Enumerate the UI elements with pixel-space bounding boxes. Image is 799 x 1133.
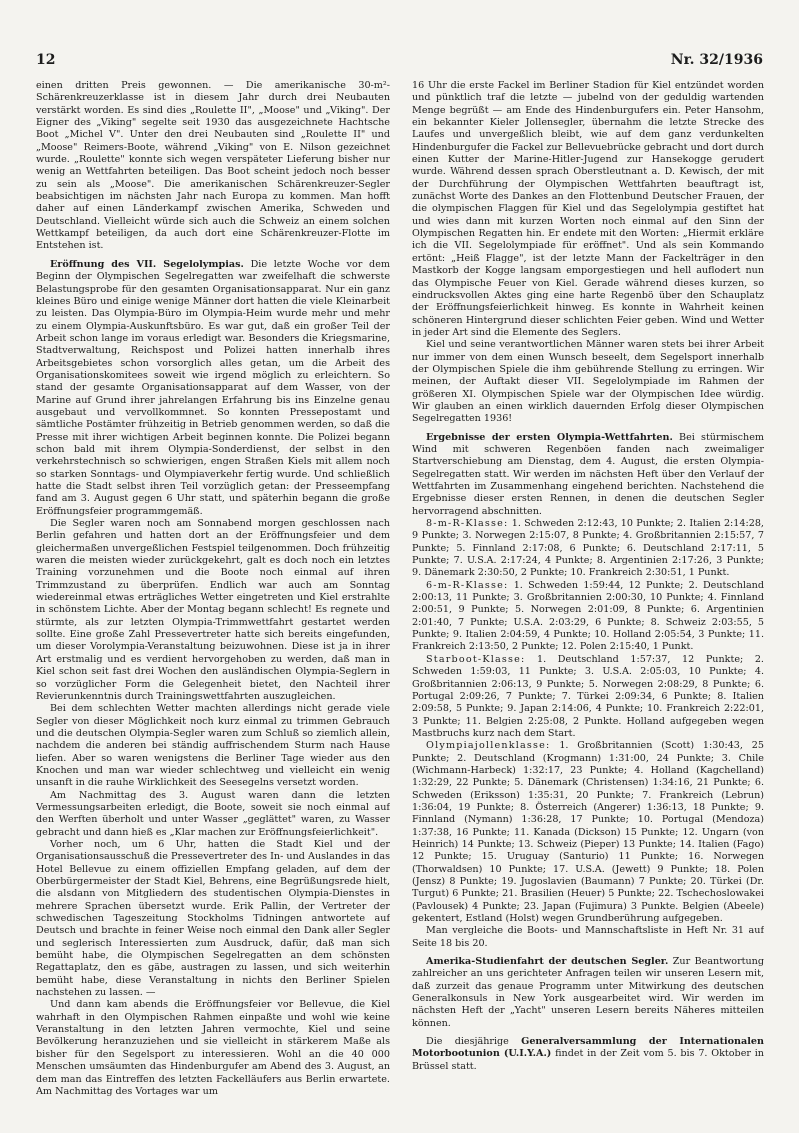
class-name: Starboot-Klasse: bbox=[426, 653, 526, 665]
result-8m bbox=[412, 518, 764, 580]
result-text: 1. Deutschland 1:57:37, 12 Punkte; 2. Schweden 1:59:03, 11 Punkte; 3. U.S.A. 2:05:03, 10 Punkte; 4. Großbritannien 2:06:13, 9 Punkte; 5. Norwegen 2:08:29, 8 Punkte; 6. Portugal 2:09:26, 7 Punkte; 7. Türkei 2:09:34, 6 Punkte; 8. Italien 2:09:58, 5 Punkte; 9. Japan 2:14:06, 4 Punkte; 10. Frankreich 2:22:01, 3 Punkte; 11. Belgien 2:25:08, 2 Punkte. Holland aufgegeben wegen Mastbruchs kurz nach dem Start. bbox=[412, 653, 764, 739]
page-header bbox=[36, 52, 763, 72]
issue-number: Nr. 32/1936 bbox=[670, 52, 763, 68]
section-heading: Ergebnisse der ersten Olympia-Wettfahrten. bbox=[426, 431, 673, 443]
paragraph: Vorher noch, um 6 Uhr, hatten die Stadt Kiel und der Organisationsausschuß die Pressevertreter des In- und Auslandes in das Hotel Bellevue zu einem offiziellen Empfang geladen, auf dem der Oberbürgermeister der Stadt Kiel, Behrens, eine Begrüßungsrede hielt, die alsdann von Mitgliedern des studentischen Olympia-Dienstes in mehrere Sprachen übersetzt wurde. Erik Pallin, der Vertreter der schwedischen Tageszeitung Stockholms Tidningen antwortete auf Deutsch und brachte in feiner Weise noch einmal den Dank aller Segler und seglerisch Interessierten zum Ausdruck, dafür, daß man sich bemüht habe, die Olympischen Segelregatten an dem schönsten Regattaplatz, den es gäbe, austragen zu lassen, und sich weiterhin bemüht habe, diese Veranstaltung in nichts den Berliner Spielen nachstehen zu lassen. — bbox=[36, 838, 390, 999]
paragraph bbox=[412, 1036, 764, 1073]
class-name: Olympiajollenklasse: bbox=[426, 740, 551, 752]
paragraph: 16 Uhr die erste Fackel im Berliner Stadion für Kiel entzündet worden und pünktlich traf die letzte — jubelnd von der geduldig wartenden Menge begrüßt — am Ende des Hindenburgufers ein. Peter Hansohm, ein bekannter Kieler Jollensegler, übernahm die letzte Strecke des Laufes und unvergeßlich bleibt, wie auf dem ganz verdunkelten Hindenburgufer die Fackel zur Bellevuebrücke gebracht und dort durch einen Kutter der Marine-Hitler-Jugend zur Hansekogge gerudert wurde. Während dessen sprach Oberstleutnant a. D. Kewisch, der mit der Durchführung der Olympischen Wettfahrten beauftragt ist, zunächst Worte des Dankes an den Flottenbund Deutscher Frauen, der die olympischen Flaggen für Kiel und das Segelolympia gestiftet hat und wies dann mit kurzen Worten noch einmal auf den Sinn der Olympischen Regatten hin. Er endete mit den Worten: „Hiermit erkläre ich die VII. Segelolympiade für eröffnet". Und als sein Kommando ertönt: „Heiß Flagge", ist der letzte Mann der Fackelträger in den Mastkorb der Kogge langsam emporgestiegen und hell auflodert nun das Olympische Feuer von Kiel. Gerade während dieses kurzen, so eindrucksvollen Aktes ging eine harte Regenbö über den Schauplatz der Eröffnungsfeierlichkeit hinweg. Es konnte in Wahrheit keinen schöneren Hintergrund dieser schlichten Feier geben. Wind und Wetter in jeder Art sind die Elemente des Seglers. bbox=[412, 80, 764, 338]
section-heading: Generalversammlung der Internationalen Motorbootunion (U.I.Y.A.) bbox=[412, 1036, 764, 1060]
paragraph: einen dritten Preis gewonnen. — Die amerikanische 30-m²-Schärenkreuzerklasse ist in diesem Jahr durch drei Neubauten verstärkt worden. Es sind dies „Roulette II", „Moose" und „Viking". Der Eigner des „Viking" segelte seit 1930 das ausgezeichnete Hachtsche Boot „Michel V". Unter den drei Neubauten sind „Roulette II" und „Moose" Reimers-Boote, während „Viking" von E. Nilson gezeichnet wurde. „Roulette" konnte sich wegen verspäteter Lieferung bisher nur wenig an Wettfahrten beteiligen. Das Boot scheint jedoch noch besser zu sein als „Moose". Die amerikanischen Schärenkreuzer-Segler beabsichtigen im nächsten Jahr nach Europa zu kommen. Man hofft daher auf einen Länderkampf zwischen Amerika, Schweden und Deutschland. Vielleicht würde sich auch die Schweiz an einem solchen Wettkampf beteiligen, da auch dort eine Schärenkreuzer-Flotte im Entstehen ist. bbox=[36, 80, 390, 252]
paragraph: Man vergleiche die Boots- und Mannschaftsliste in Heft Nr. 31 auf Seite 18 bis 20. bbox=[412, 925, 764, 949]
class-name: 6-m-R-Klasse: bbox=[426, 579, 509, 591]
paragraph-text: Die diesjährige bbox=[426, 1036, 509, 1048]
paragraph: Und dann kam abends die Eröffnungsfeier vor Bellevue, die Kiel wahrhaft in den Olympischen Rahmen einpaßte und wohl wie keine Veranstaltung in den letzten Jahren vermochte, Kiel und seine Bevölkerung heranzuziehen und sie vielleicht in stärkerem Maße als bisher für den Segelsport zu interessieren. Wohl an die 40 000 Menschen umsäumten das Hindenburgufer am Abend des 3. August, an dem man das Eintreffen des letzten Fackelläufers aus Berlin erwartete. Am Nachmittag des Vortages war um bbox=[36, 999, 390, 1097]
section-heading: Amerika-Studienfahrt der deutschen Segler. bbox=[426, 956, 669, 968]
page-number: 12 bbox=[36, 52, 56, 68]
paragraph bbox=[412, 956, 764, 1030]
right-column bbox=[412, 80, 764, 1110]
paragraph-text: findet in der Zeit vom 5. bis 7. Oktober in Brüssel statt. bbox=[412, 1048, 764, 1072]
result-text: 1. Schweden 1:59:44, 12 Punkte; 2. Deutschland 2:00:13, 11 Punkte; 3. Großbritannien 2:00:30, 10 Punkte; 4. Finnland 2:00:51, 9 Punkte; 5. Norwegen 2:01:09, 8 Punkte; 6. Argentinien 2:01:40, 7 Punkte; U.S.A. 2:03:29, 6 Punkte; 8. Schweiz 2:03:55, 5 Punkte; 9. Italien 2:04:59, 4 Punkte; 10. Holland 2:05:54, 3 Punkte; 11. Frankreich 2:13:50, 2 Punkte; 12. Polen 2:15:40, 1 Punkt. bbox=[412, 579, 764, 653]
paragraph-text: Die letzte Woche vor dem Beginn der Olympischen Segelregatten war zweifelhaft die schwerste Belastungsprobe für den gesamten Organisationsapparat. Nur ein ganz kleines Büro und einige wenige Männer dort hatten die viele Kleinarbeit zu leisten. Das Olympia-Büro im Olympia-Heim wurde mehr und mehr zu einem Olympia-Auskunftsbüro. Es war gut, daß ein großer Teil der Arbeit schon lange im voraus erledigt war. Besonders die Kriegsmarine, Stadtverwaltung, Reichspost und Polizei hatten innerhalb ihres Arbeitsgebietes schon vorsorglich alles getan, um die Arbeit des Organisationskomitees soweit wie irgend möglich zu erleichtern. So stand der gesamte Organisationsapparat auf dem Wasser, von der Marine auf Grund ihrer jahrelangen Erfahrung bis ins Einzelne genau ausgebaut und vervollkommnet. So konnten Pressepostamt und sämtliche Postämter frühzeitig in Betrieb genommen werden, so daß die Presse mit ihrer wichtigen Arbeit beginnen konnte. Die Polizei begann schon bald mit ihrem Olympia-Sonderdienst, der selbst in den verkehrstechnisch so schwierigen, engen Straßen Kiels mit allem noch so starken Sonntags- und Olympiaverkehr fertig wurde. Und schließlich hatte die Stadt selbst ihren Teil vorzüglich getan: der Presseempfang fand am 3. August gegen 6 Uhr statt, und späterhin begann die große Eröffnungsfeier programmgemäß. bbox=[36, 258, 390, 517]
paragraph-text: Bei stürmischem Wind mit schweren Regenböen fanden nach zweimaliger Startverschiebung am Dienstag, dem 4. August, die ersten Olympia-Segelregatten statt. Wir werden im nächsten Heft über den Verlauf der Wettfahrten im Zusammenhang eingehend berichten. Nachstehend die Ergebnisse dieser ersten Rennen, in denen die deutschen Segler hervorragend abschnitten. bbox=[412, 431, 764, 517]
result-6m bbox=[412, 580, 764, 654]
paragraph bbox=[36, 259, 390, 518]
paragraph: Kiel und seine verantwortlichen Männer waren stets bei ihrer Arbeit nur immer von dem einen Wunsch beseelt, dem Segelsport innerhalb der Olympischen Spiele die ihm gebührende Stellung zu erringen. Wir meinen, der Auftakt dieser VII. Segelolympiade im Rahmen der größeren XI. Olympischen Spiele war der Olympischen Idee würdig. Wir glauben an einen wirklich dauernden Erfolg dieser Olympischen Segelregatten 1936! bbox=[412, 339, 764, 425]
result-olympiajolle bbox=[412, 740, 764, 925]
section-heading: Eröffnung des VII. Segelolympias. bbox=[50, 258, 244, 270]
paragraph: Bei dem schlechten Wetter machten allerdings nicht gerade viele Segler von dieser Möglichkeit noch kurz einmal zu trimmen Gebrauch und die deutschen Olympia-Segler waren zum Schluß so ziemlich allein, nachdem die anderen bei ständig auffrischendem Sturm nach Hause liefen. Aber so waren wenigstens die Berliner Tage wieder aus den Knochen und man war wieder schlechtweg und vielleicht ein wenig unsanft in die rauhe Wirklichkeit des Seesegelns versetzt worden. bbox=[36, 703, 390, 789]
paragraph bbox=[412, 432, 764, 518]
class-name: 8-m-R-Klasse: bbox=[426, 518, 509, 530]
paragraph: Am Nachmittag des 3. August waren dann die letzten Vermessungsarbeiten erledigt, die Boote, soweit sie noch einmal auf den Werften überholt und unter Wasser „geglättet" waren, zu Wasser gebracht und dann hieß es „Klar machen zur Eröffnungsfeierlichkeit". bbox=[36, 789, 390, 838]
paragraph-text: Zur Beantwortung zahlreicher an uns gerichteter Anfragen teilen wir unseren Lesern mit, daß zurzeit das genaue Programm unter Mitwirkung des deutschen Generalkonsuls in New York ausgearbeitet wird. Wir werden im nächsten Heft der „Yacht" unseren Lesern bereits Näheres mitteilen können. bbox=[412, 956, 764, 1029]
paragraph: Die Segler waren noch am Sonnabend morgen geschlossen nach Berlin gefahren und hatten dort an der Eröffnungsfeier und dem gleichermaßen unvergeßlichen Festspiel teilgenommen. Doch frühzeitig waren die meisten wieder zurückgekehrt, galt es doch noch ein letztes Training vorzunehmen und die Boote noch einmal auf ihren Trimmzustand zu überprüfen. Endlich war auch am Sonntag wiedereinmal etwas erträgliches Wetter eingetreten und Kiel erstrahlte in schönstem Lichte. Aber der Montag begann schlecht! Es regnete und stürmte, als zur letzten Olympia-Trimmwettfahrt gestartet werden sollte. Eine große Zahl Pressevertreter hatte sich bereits eingefunden, um dieser Vorolympia-Veranstaltung beizuwohnen. Diese ist ja in ihrer Art erstmalig und es verdient hervorgehoben zu werden, daß man in Kiel schon seit fast drei Wochen den ausländischen Olympia-Seglern in so vorzüglicher Form die Gelegenheit bietet, den Nachteil ihrer Revierunkenntnis durch Trainingswettfahrten auszugleichen. bbox=[36, 518, 390, 702]
result-starboot bbox=[412, 654, 764, 740]
result-text: 1. Schweden 2:12:43, 10 Punkte; 2. Italien 2:14:28, 9 Punkte; 3. Norwegen 2:15:07, 8 Punkte; 4. Großbritannien 2:15:57, 7 Punkte; 5. Finnland 2:17:08, 6 Punkte; 6. Deutschland 2:17:11, 5 Punkte; 7. U.S.A. 2:17:24, 4 Punkte; 8. Argentinien 2:17:26, 3 Punkte; 9. Dänemark 2:30:50, 2 Punkte; 10. Frankreich 2:30:51, 1 Punkt. bbox=[412, 518, 764, 579]
left-column bbox=[36, 80, 390, 1110]
result-text: 1. Großbritannien (Scott) 1:30:43, 25 Punkte; 2. Deutschland (Krogmann) 1:31:00, 24 Punkte; 3. Chile (Wichmann-Harbeck) 1:32:17, 23 Punkte; 4. Holland (Kagchelland) 1:32:29, 22 Punkte; 5. Dänemark (Christensen) 1:34:16, 21 Punkte; 6. Schweden (Eriksson) 1:35:31, 20 Punkte; 7. Frankreich (Lebrun) 1:36:04, 19 Punkte; 8. Österreich (Angerer) 1:36:13, 18 Punkte; 9. Finnland (Nymann) 1:36:28, 17 Punkte; 10. Portugal (Mendoza) 1:37:38, 16 Punkte; 11. Kanada (Dickson) 15 Punkte; 12. Ungarn (von Heinrich) 14 Punkte; 13. Schweiz (Pieper) 13 Punkte; 14. Italien (Fago) 12 Punkte; 15. Uruguay (Santurio) 11 Punkte; 16. Norwegen (Thorwaldsen) 10 Punkte; 17. U.S.A. (Jewett) 9 Punkte; 18. Polen (Jensz) 8 Punkte; 19. Jugoslavien (Baumann) 7 Punkte; 20. Türkei (Dr. Turgut) 6 Punkte; 21. Brasilien (Heuer) 5 Punkte; 22. Tschechoslowakei (Pavlousek) 4 Punkte; 23. Japan (Fujimura) 3 Punkte. Belgien (Abeele) gekentert, Estland (Holst) wegen Grundberührung aufgegeben. bbox=[412, 740, 764, 925]
